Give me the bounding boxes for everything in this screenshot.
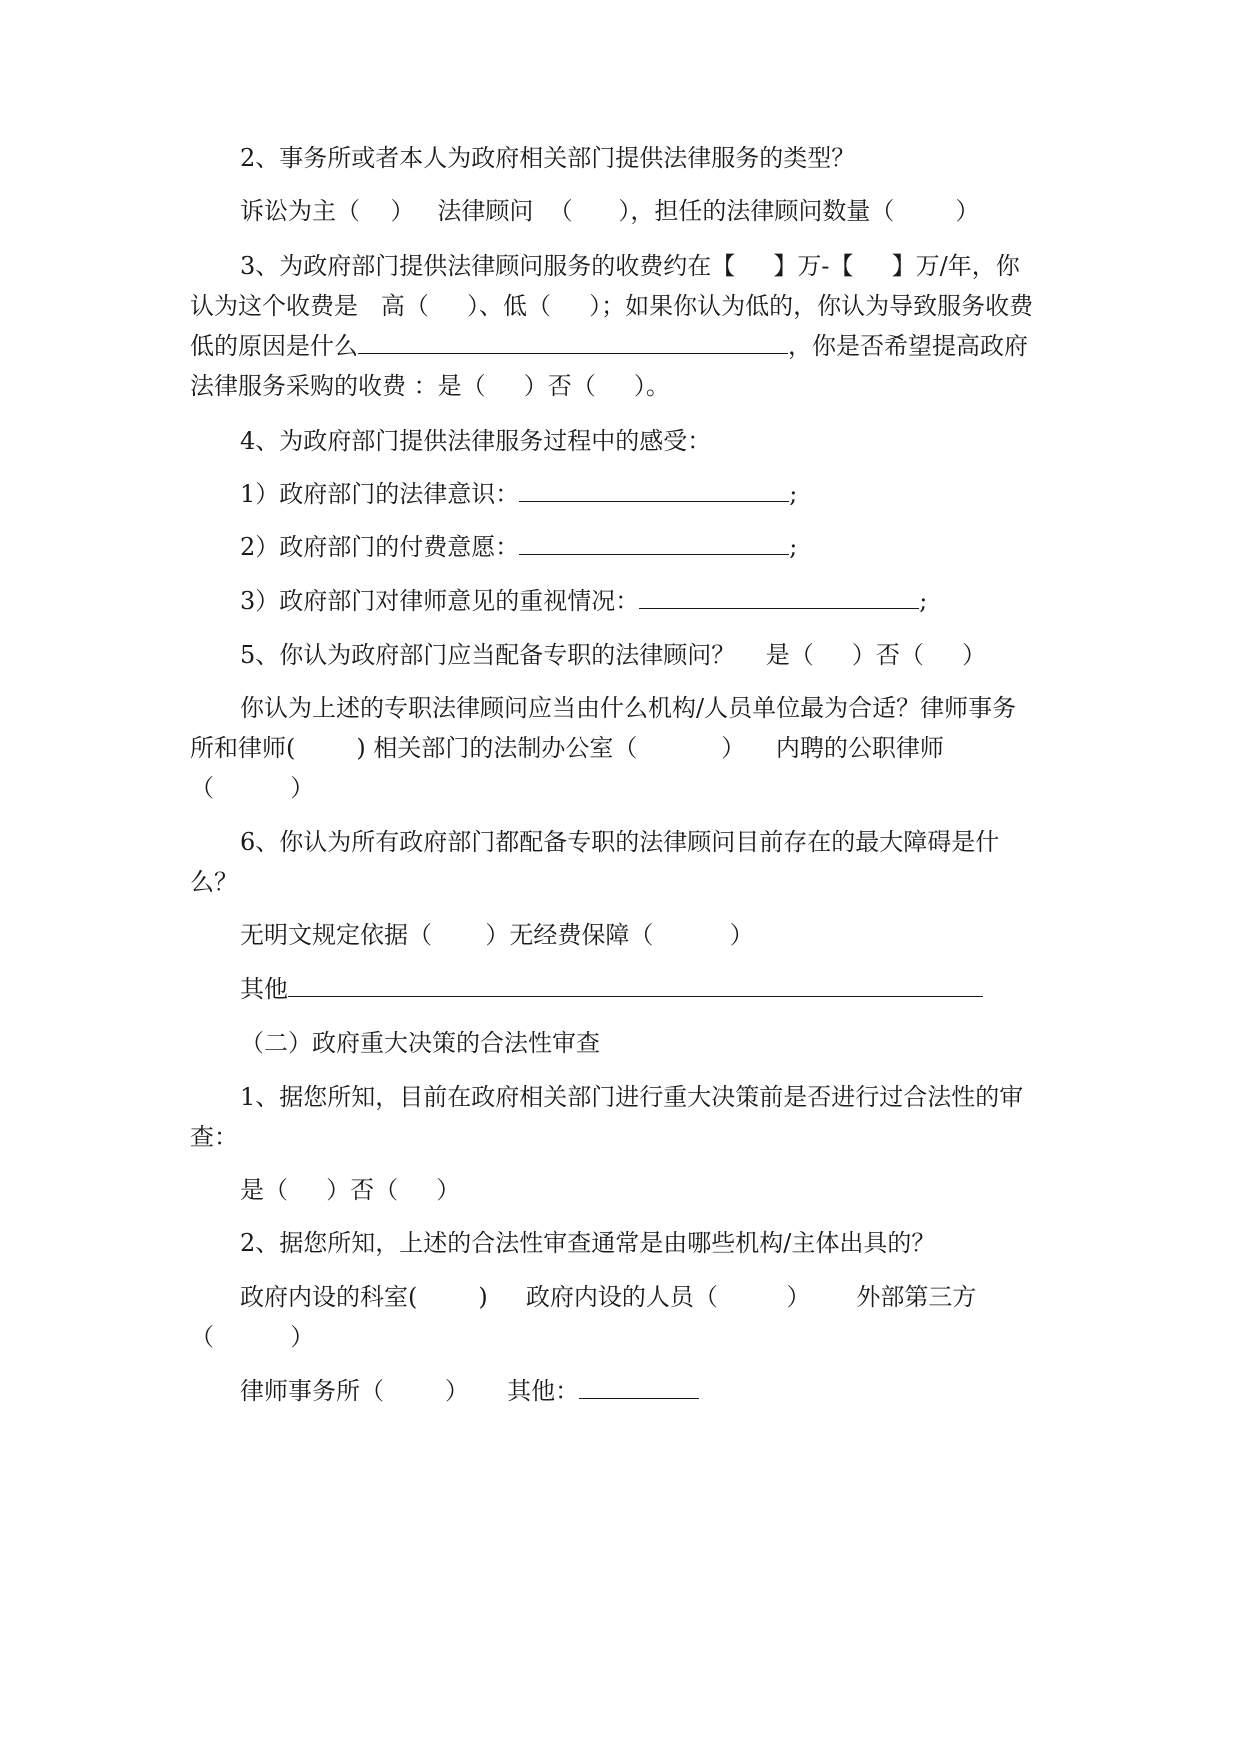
s2-line-2: （ ） [190, 1323, 315, 1351]
q3-line-2: 认为这个收费是 高（ ）、低（ ）；如果你认为低的，你认为导致服务收费 [190, 292, 1034, 320]
q6-other-label: 其他 [240, 975, 288, 1003]
q4-item-3-label: 3）政府部门对律师意见的重视情况： [240, 587, 640, 615]
q4-item-2 [240, 532, 1120, 562]
q4-item-1 [240, 479, 1120, 509]
q4-title: 4、为政府部门提供法律服务过程中的感受： [240, 427, 712, 455]
q6-other [240, 974, 1120, 1004]
q3-line-1: 3、为政府部门提供法律顾问服务的收费约在【 】万-【 】万/年，你 [240, 252, 1020, 280]
q3-line-3-text-a: 低的原因是什么 [190, 332, 358, 360]
s1-options: 是（ ）否（ ） [240, 1176, 461, 1204]
q3-line-3 [190, 331, 1070, 361]
s1-line-2: 查： [190, 1123, 238, 1151]
s2-title: 2、据您所知，上述的合法性审查通常是由哪些机构/主体出具的？ [240, 1229, 936, 1257]
s2-line-3 [240, 1376, 1120, 1406]
q4-item-2-end: ; [789, 533, 798, 561]
q6-other-blank[interactable] [288, 974, 983, 997]
q4-item-1-blank[interactable] [519, 479, 789, 502]
q2-options: 诉讼为主（ ） 法律顾问 （ ），担任的法律顾问数量（ ） [240, 197, 980, 225]
q3-line-4: 法律服务采购的收费 ：是（ ）否（ ）。 [190, 372, 670, 400]
q5-title: 5、你认为政府部门应当配备专职的法律顾问？ 是（ ）否（ ） [240, 641, 987, 669]
section-2-title: （二）政府重大决策的合法性审查 [240, 1029, 600, 1057]
q2-title: 2、事务所或者本人为政府相关部门提供法律服务的类型？ [240, 144, 856, 172]
q6-options: 无明文规定依据（ ）无经费保障（ ） [240, 921, 754, 949]
q4-item-3-end: ; [919, 587, 928, 615]
q4-item-1-end: ; [789, 480, 798, 508]
s2-line-1: 政府内设的科室( ) 政府内设的人员（ ） 外部第三方 [240, 1283, 977, 1311]
q4-item-1-label: 1）政府部门的法律意识： [240, 480, 520, 508]
s2-other-blank[interactable] [579, 1376, 699, 1399]
q5-line-2: 所和律师( ) 相关部门的法制办公室（ ） 内聘的公职律师 [190, 734, 944, 762]
q3-reason-blank[interactable] [358, 331, 788, 354]
q3-line-3-text-b: ，你是否希望提高政府 [788, 332, 1028, 360]
q4-item-2-blank[interactable] [519, 532, 789, 555]
q4-item-2-label: 2）政府部门的付费意愿： [240, 533, 520, 561]
s2-line-3-label: 律师事务所（ ） 其他： [240, 1377, 580, 1405]
q5-line-3: （ ） [190, 774, 315, 802]
q4-item-3-blank[interactable] [639, 586, 919, 609]
q6-line-2: 么？ [190, 868, 238, 896]
s1-line-1: 1、据您所知，目前在政府相关部门进行重大决策前是否进行过合法性的审 [240, 1083, 1024, 1111]
q5-line-1: 你认为上述的专职法律顾问应当由什么机构/人员单位最为合适？律师事务 [240, 694, 1017, 722]
q6-line-1: 6、你认为所有政府部门都配备专职的法律顾问目前存在的最大障碍是什 [240, 828, 1000, 856]
q4-item-3 [240, 586, 1120, 616]
